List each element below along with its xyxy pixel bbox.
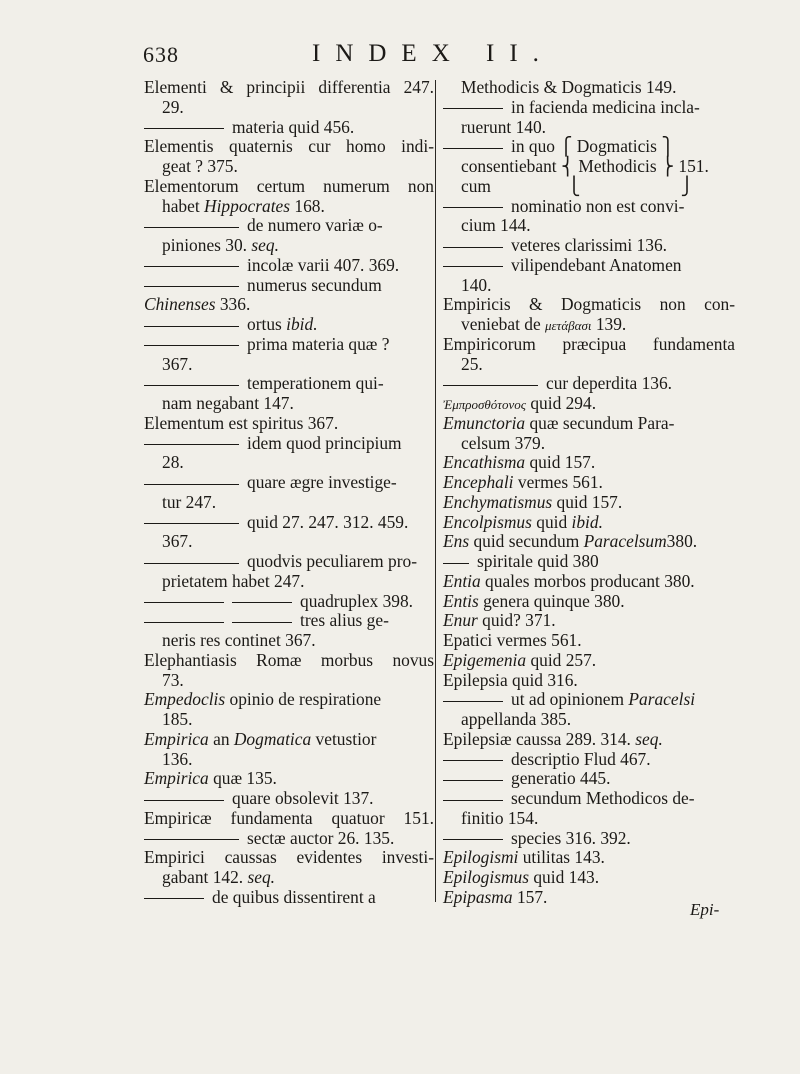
index-subentry: numerus secundum	[144, 276, 434, 296]
ditto-dash	[443, 701, 503, 702]
index-entry: Empiricorum præcipua fundamenta	[443, 333, 735, 354]
index-subentry: prima materia quæ ?	[144, 335, 434, 355]
index-subentry: de numero variæ o-	[144, 216, 434, 236]
index-entry-continuation: prietatem habet 247.	[162, 570, 305, 591]
ditto-dash	[144, 839, 239, 840]
index-entry: Ἐμπροσθότονος quid 294.	[443, 393, 597, 413]
index-entry: Emunctoria quæ secundum Para-	[443, 412, 675, 433]
index-subentry: quadruplex 398.	[144, 592, 434, 612]
index-entry-continuation: veniebat de μετάβασι 139.	[461, 314, 627, 334]
running-head: INDEX II.	[312, 40, 554, 67]
index-subentry: quodvis peculiarem pro-	[144, 552, 434, 572]
index-subentry: quare obsolevit 137.	[144, 789, 434, 809]
index-subentry: temperationem qui-	[144, 374, 434, 394]
index-subentry: veteres clarissimi 136.	[443, 236, 735, 256]
index-entry: Enchymatismus quid 157.	[443, 491, 623, 512]
ditto-dash	[144, 227, 239, 228]
index-entry-continuation: 136.	[162, 748, 193, 769]
page-number: 638	[143, 42, 179, 67]
ditto-dash	[144, 266, 239, 267]
ditto-dash	[232, 602, 292, 603]
index-subentry: cur deperdita 136.	[443, 374, 735, 394]
index-entry: Epigemenia quid 257.	[443, 649, 597, 670]
index-subentry: vilipendebant Anatomen	[443, 256, 735, 276]
index-entry: Elementum est spiritus 367.	[144, 412, 339, 433]
index-subentry: quare ægre investige-	[144, 473, 434, 493]
index-subentry: materia quid 456.	[144, 118, 434, 138]
index-entry-continuation: tur 247.	[162, 491, 217, 512]
ditto-dash	[443, 385, 538, 386]
index-subentry: sectæ auctor 26. 135.	[144, 829, 434, 849]
index-entry-continuation: 29.	[162, 96, 184, 117]
index-subentry: in facienda medicina incla-	[443, 98, 735, 118]
index-subentry: quid 27. 247. 312. 459.	[144, 513, 434, 533]
ditto-dash	[144, 563, 239, 564]
index-entry-continuation: Methodicis & Dogmaticis 149.	[461, 77, 677, 97]
ditto-dash	[443, 247, 503, 248]
ditto-dash	[144, 444, 239, 445]
index-entry: Ens quid secundum Paracelsum380.	[443, 531, 698, 552]
ditto-dash	[144, 286, 239, 287]
ditto-dash	[443, 266, 503, 267]
index-entry: Empiricis & Dogmaticis non con-	[443, 294, 735, 315]
ditto-dash	[443, 760, 503, 761]
index-entry-continuation: cum ⎩ ⎭	[461, 175, 694, 196]
index-entry: Entis genera quinque 380.	[443, 590, 625, 611]
ditto-dash	[144, 385, 239, 386]
ditto-dash	[443, 148, 503, 149]
ditto-dash	[144, 128, 224, 129]
index-entry-continuation: appellanda 385.	[461, 709, 572, 729]
index-entry-continuation: finitio 154.	[461, 807, 539, 828]
catchword: Epi-	[690, 900, 720, 919]
index-entry: Elementorum certum numerum non	[144, 175, 434, 196]
index-subentry: ortus ibid.	[144, 315, 434, 335]
index-entry-continuation: ruerunt 140.	[461, 116, 547, 137]
index-entry: Enur quid? 371.	[443, 610, 556, 631]
index-entry-continuation: 73.	[162, 669, 184, 690]
ditto-dash	[144, 345, 239, 346]
index-entry: Epilepsiæ caussa 289. 314. seq.	[443, 728, 663, 749]
index-subentry: descriptio Flud 467.	[443, 750, 735, 770]
ditto-dash	[443, 108, 503, 109]
index-entry: Empirica an Dogmatica vetustior	[144, 728, 377, 749]
index-entry: Encolpismus quid ibid.	[443, 511, 603, 532]
column-divider	[435, 80, 436, 902]
index-subentry: nominatio non est convi-	[443, 197, 735, 217]
index-entry-continuation: 185.	[162, 709, 193, 729]
ditto-dash	[144, 800, 224, 801]
ditto-dash	[144, 602, 224, 603]
index-entry-continuation: Chinenses 336.	[144, 294, 251, 315]
index-entry-continuation: nam negabant 147.	[162, 393, 294, 413]
index-subentry: tres alius ge-	[144, 611, 434, 631]
index-subentry: de quibus dissentirent a	[144, 888, 434, 908]
ditto-dash	[144, 898, 204, 899]
index-entry: Elephantiasis Romæ morbus novus	[144, 649, 434, 670]
index-subentry: generatio 445.	[443, 769, 735, 789]
ditto-dash	[443, 780, 503, 781]
index-entry: Epipasma 157.	[443, 886, 548, 907]
index-entry-continuation: piniones 30. seq.	[162, 235, 279, 255]
index-entry-continuation: 140.	[461, 274, 492, 295]
index-subentry: ut ad opinionem Paracelsi	[443, 690, 735, 710]
index-subentry: species 316. 392.	[443, 829, 735, 849]
index-subentry: secundum Methodicos de-	[443, 789, 735, 809]
ditto-dash	[144, 484, 239, 485]
ditto-dash	[144, 326, 239, 327]
index-entry: Epilepsia quid 316.	[443, 669, 578, 690]
index-entry: Entia quales morbos producant 380.	[443, 570, 695, 591]
index-subentry: in quo ⎧ Dogmaticis ⎫	[443, 137, 735, 157]
index-entry: Empirici caussas evidentes investi-	[144, 847, 434, 868]
index-subentry: incolæ varii 407. 369.	[144, 256, 434, 276]
ditto-dash	[443, 207, 503, 208]
ditto-dash	[144, 523, 239, 524]
index-subentry: spiritale quid 380	[443, 552, 735, 572]
ditto-dash	[443, 800, 503, 801]
index-entry: Elementis quaternis cur homo indi-	[144, 136, 434, 157]
index-subentry: idem quod principium	[144, 434, 434, 454]
index-entry: Epatici vermes 561.	[443, 630, 582, 650]
index-entry: Epilogismi utilitas 143.	[443, 847, 605, 868]
index-entry-continuation: celsum 379.	[461, 432, 546, 453]
ditto-dash	[443, 839, 503, 840]
index-entry-continuation: 25.	[461, 353, 483, 374]
index-entry-continuation: neris res continet 367.	[162, 630, 316, 650]
index-entry: Epilogismus quid 143.	[443, 867, 600, 887]
index-entry-continuation: 367.	[162, 531, 193, 552]
ditto-dash	[232, 622, 292, 623]
index-entry-continuation: geat ? 375.	[162, 156, 238, 176]
index-entry-continuation: gabant 142. seq.	[162, 867, 276, 887]
left-column	[144, 78, 434, 908]
index-entry-continuation: consentiebant ⎨ Methodicis ⎬ 151.	[461, 156, 709, 176]
ditto-dash	[144, 622, 224, 623]
index-entry: Empedoclis opinio de respiratione	[144, 689, 382, 710]
right-column	[443, 78, 735, 908]
index-entry-continuation: cium 144.	[461, 215, 531, 236]
index-entry: Encathisma quid 157.	[443, 452, 596, 473]
ditto-dash	[443, 563, 469, 564]
index-entry: Encephali vermes 561.	[443, 472, 603, 492]
index-entry-continuation: 28.	[162, 452, 184, 473]
index-entry: Empirica quæ 135.	[144, 768, 277, 789]
index-entry: Empiricæ fundamenta quatuor 151.	[144, 807, 434, 828]
index-entry: Elementi & principii differentia 247.	[144, 77, 434, 97]
index-entry-continuation: 367.	[162, 353, 193, 374]
index-entry-continuation: habet Hippocrates 168.	[162, 195, 325, 216]
